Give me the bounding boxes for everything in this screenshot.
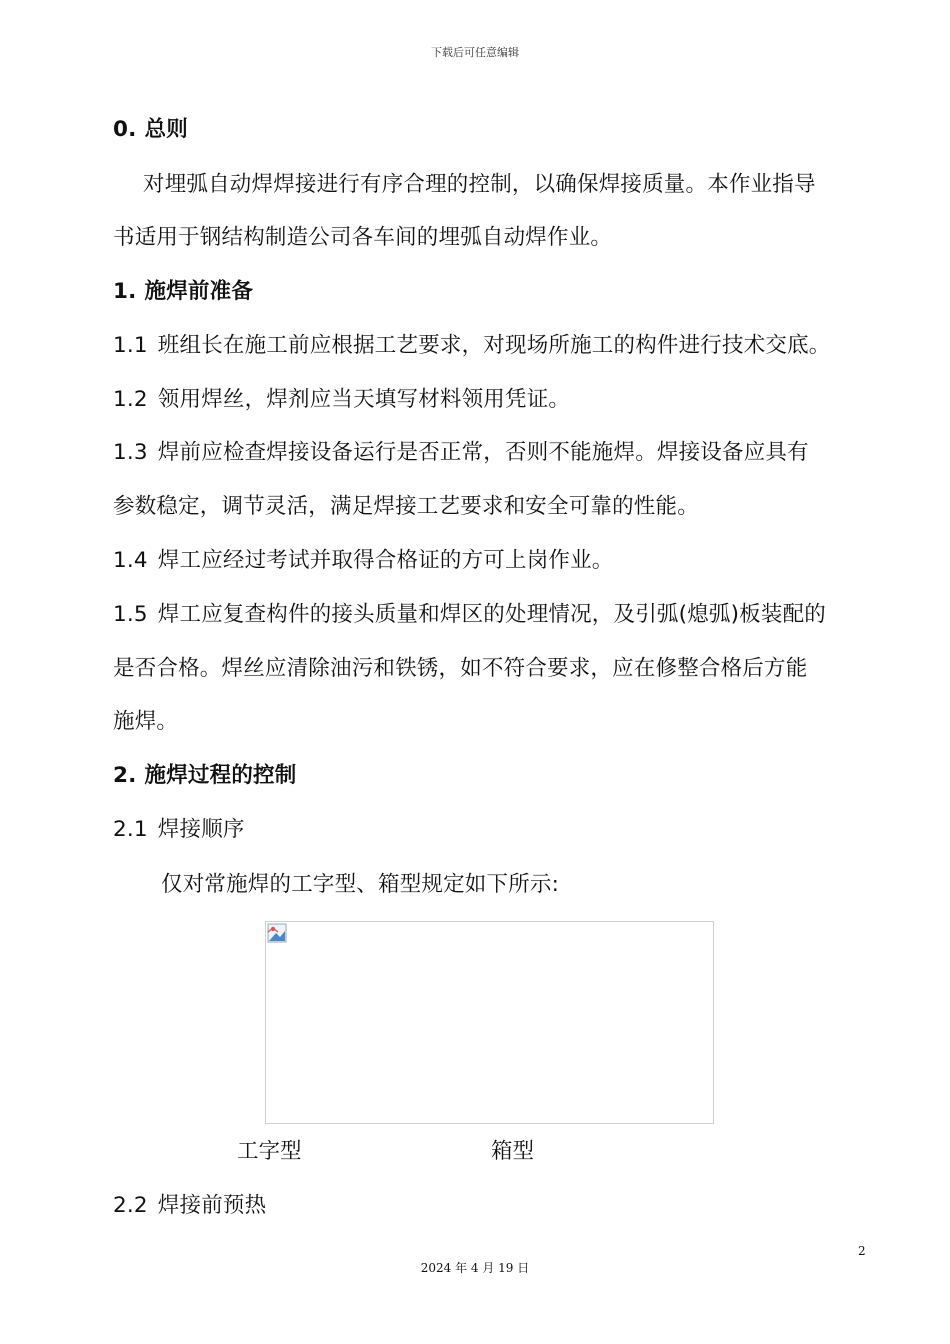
paragraph-line: 书适用于钢结构制造公司各车间的埋弧自动焊作业。 [113, 225, 613, 250]
heading-number: 1. [113, 279, 137, 304]
item-1-5-continued: 施焊。 [113, 709, 179, 734]
page-number: 2 [858, 1244, 866, 1258]
item-2-2 [113, 1191, 266, 1221]
item-text: 领用焊丝，焊剂应当天填写材料领用凭证。 [157, 387, 571, 412]
heading-number: 2. [113, 763, 137, 788]
item-number: 2.1 [113, 817, 148, 842]
paragraph-line: 对埋弧自动焊焊接进行有序合理的控制，以确保焊接质量。本作业指导 [143, 172, 816, 197]
item-text: 焊接顺序 [157, 817, 245, 842]
item-text: 焊前应检查焊接设备运行是否正常，否则不能施焊。焊接设备应具有 [157, 440, 809, 465]
heading-2 [113, 761, 296, 791]
broken-image-icon [267, 923, 287, 943]
item-number: 1.3 [113, 440, 148, 465]
page-footer-date: 2024 年 4 月 19 日 [420, 1261, 530, 1275]
item-1-5-continued: 是否合格。焊丝应清除油污和铁锈，如不符合要求，应在修整合格后方能 [113, 656, 808, 681]
welding-sequence-figure [265, 921, 714, 1124]
item-number: 1.2 [113, 387, 148, 412]
heading-1 [113, 277, 253, 307]
item-2-1 [113, 815, 245, 845]
item-1-5 [113, 600, 826, 630]
item-1-2 [113, 385, 570, 415]
paragraph-line: 仅对常施焊的工字型、箱型规定如下所示: [161, 872, 560, 897]
item-number: 1.5 [113, 602, 148, 627]
heading-number: 0. [113, 117, 137, 142]
item-number: 1.4 [113, 548, 148, 573]
item-number: 1.1 [113, 333, 148, 358]
heading-0 [113, 115, 188, 145]
figure-caption-box: 箱型 [491, 1139, 535, 1164]
item-text: 焊工应经过考试并取得合格证的方可上岗作业。 [157, 548, 614, 573]
figure-caption-i-beam: 工字型 [237, 1139, 302, 1164]
item-text: 班组长在施工前应根据工艺要求，对现场所施工的构件进行技术交底。 [157, 333, 831, 358]
item-text: 焊接前预热 [157, 1193, 267, 1218]
item-1-3 [113, 438, 809, 468]
heading-title: 施焊过程的控制 [144, 763, 297, 788]
heading-title: 施焊前准备 [144, 279, 254, 304]
item-number: 2.2 [113, 1193, 148, 1218]
item-1-4 [113, 546, 614, 576]
page-header: 下载后可任意编辑 [431, 46, 519, 59]
item-1-1 [113, 331, 831, 361]
item-text: 焊工应复查构件的接头质量和焊区的处理情况，及引弧(熄弧)板装配的 [157, 602, 826, 627]
heading-title: 总则 [144, 117, 188, 142]
item-1-3-continued: 参数稳定，调节灵活，满足焊接工艺要求和安全可靠的性能。 [113, 494, 699, 519]
